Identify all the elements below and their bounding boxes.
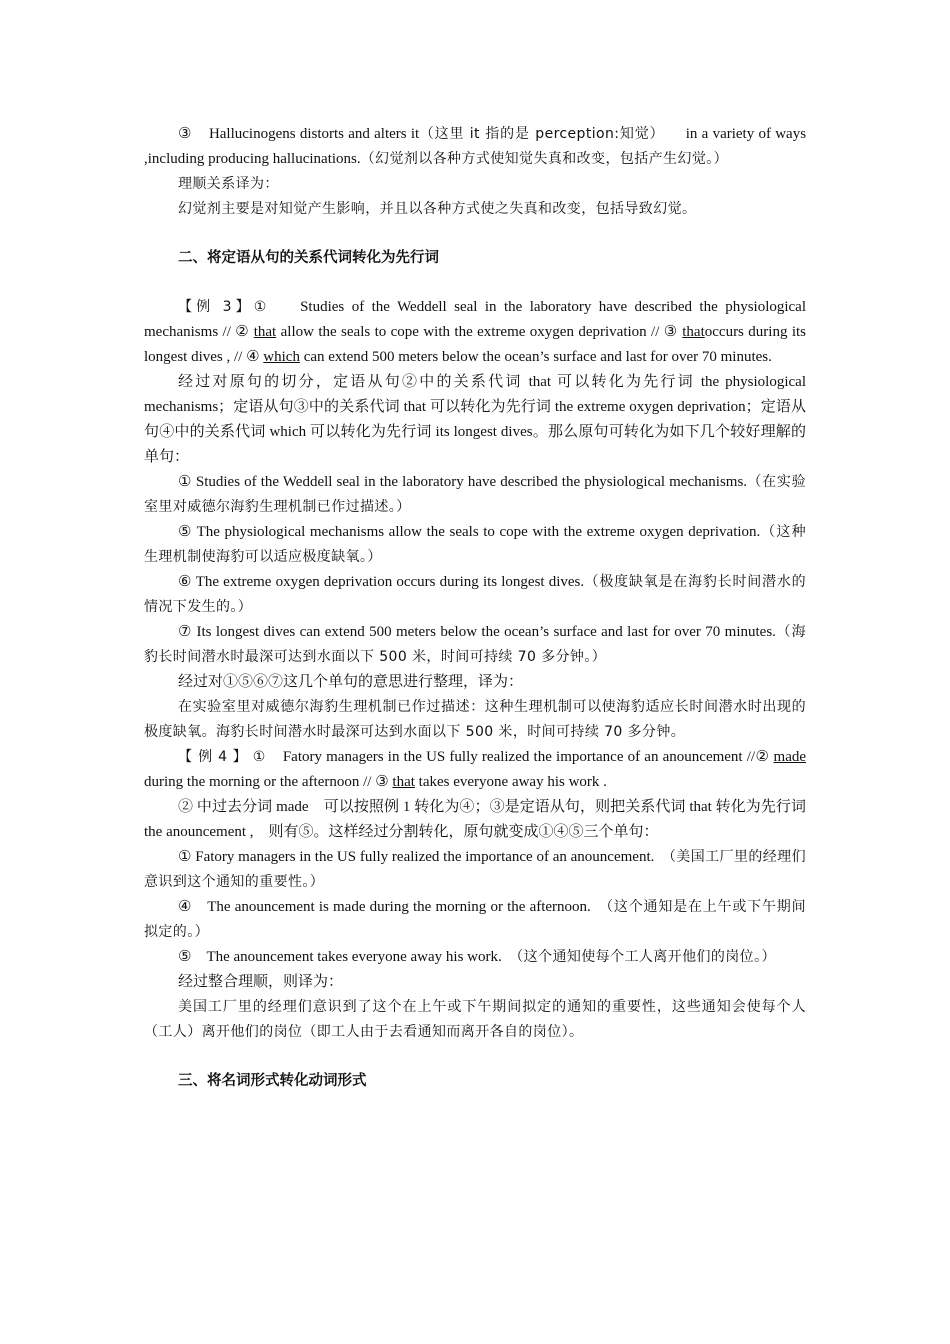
sentence-part: occurs during its longest dives , // ④ xyxy=(144,324,807,365)
chinese-translation: （这种生理机制使海豹可以适应极度缺氧。） xyxy=(144,524,806,565)
example-3-summary: 经过对①⑤⑥⑦这几个单句的意思进行整理，译为： xyxy=(178,674,524,690)
english-sentence: ⑥ The extreme oxygen deprivation occurs during its longest dives. xyxy=(178,574,585,590)
chinese-translation: （这个通知使每个工人离开他们的岗位。） xyxy=(509,949,776,965)
english-sentence: ① Studies of the Weddell seal in the laboratory have described the physiological mechanisms. xyxy=(178,474,748,490)
english-sentence: Hallucinogens distorts and alters it xyxy=(208,126,420,142)
example-3-sentence xyxy=(144,295,806,370)
section-heading-3: 三、将名词形式转化动词形式 xyxy=(178,1073,367,1089)
chinese-translation: （这个通知是在上午或下午期间拟定的。） xyxy=(144,899,806,940)
section-heading-2: 二、将定语从句的关系代词转化为先行词 xyxy=(178,250,439,266)
example-4-summary: 经过整合理顺，则译为： xyxy=(178,974,344,990)
simple-sentence-5 xyxy=(144,945,806,970)
sentence-part: Fatory managers in the US fully realized the importance of an anouncement //② xyxy=(282,749,770,765)
paragraph-label: 理顺关系译为： xyxy=(178,176,279,192)
underlined-participle: made xyxy=(773,749,807,765)
english-sentence: ⑤ The anouncement takes everyone away his work. xyxy=(178,949,502,965)
underlined-relative-pronoun: that xyxy=(392,774,415,790)
underlined-relative-pronoun: that xyxy=(682,324,705,340)
sentence-part: allow the seals to cope with the extreme oxygen deprivation // ③ xyxy=(280,324,678,340)
paragraph-translation: 幻觉剂主要是对知觉产生影响，并且以各种方式使之失真和改变，包括导致幻觉。 xyxy=(178,201,697,217)
english-sentence: ⑦ Its longest dives can extend 500 meters below the ocean’s surface and last for over 70 minutes. xyxy=(178,624,776,640)
sentence-part: during the morning or the afternoon // ③ xyxy=(144,774,389,790)
simple-sentence-7 xyxy=(144,620,806,670)
chinese-translation: （美国工厂里的经理们意识到这个通知的重要性。） xyxy=(144,849,806,890)
example-tag: 【 例 4 】 ① xyxy=(178,749,267,765)
example-4-sentence xyxy=(144,745,806,795)
chinese-translation: （幻觉剂以各种方式使知觉失真和改变，包括产生幻觉。） xyxy=(360,151,729,167)
chinese-translation: （极度缺氧是在海豹长时间潜水的情况下发生的。） xyxy=(144,574,807,615)
simple-sentence-1 xyxy=(144,470,806,520)
sentence-part: Studies of the Weddell seal in the laboratory have described the physiological mechanisms // ② xyxy=(144,299,807,340)
english-sentence: in a variety of ways ,including producing hallucinations. xyxy=(144,126,807,167)
underlined-relative-pronoun: which xyxy=(263,349,300,365)
document-page xyxy=(144,122,806,1094)
simple-sentence-1 xyxy=(144,845,806,895)
chinese-translation: （在实验室里对威德尔海豹生理机制已作过描述。） xyxy=(144,474,806,515)
english-sentence: ⑤ The physiological mechanisms allow the seals to cope with the extreme oxygen deprivation. xyxy=(178,524,761,540)
example-tag: 【例 3】① xyxy=(178,299,271,315)
simple-sentence-5 xyxy=(144,520,806,570)
sentence-part: takes everyone away his work . xyxy=(418,774,607,790)
simple-sentence-4 xyxy=(144,895,806,945)
example-3-translation: 在实验室里对威德尔海豹生理机制已作过描述：这种生理机制可以使海豹适应长时间潜水时出现的极度缺氧。海豹长时间潜水时最深可达到水面以下 500 米，时间可持续 70 多分钟。 xyxy=(144,699,806,740)
underlined-relative-pronoun: that xyxy=(253,324,277,340)
chinese-translation: （海豹长时间潜水时最深可达到水面以下 500 米，时间可持续 70 多分钟。） xyxy=(144,624,806,665)
chinese-note: （这里 it 指的是 perception:知觉） xyxy=(419,126,665,142)
example-3-analysis: 经过对原句的切分，定语从句②中的关系代词 that 可以转化为先行词 the physiological mechanisms；定语从句③中的关系代词 that 可以转化为先行词 the extreme oxygen deprivation；定语从句④中的关系代词 which 可以转化为先行词 its longest dives。那么原句可转化为如下几个较好理解的单句： xyxy=(144,374,806,465)
english-sentence: ④ The anouncement is made during the morning or the afternoon. xyxy=(178,899,591,915)
example-4-analysis: ② 中过去分词 made 可以按照例 1 转化为④；③是定语从句，则把关系代词 that 转化为先行词 the anouncement , 则有⑤。这样经过分割转化，原句就变成①④⑤三个单句： xyxy=(144,799,806,840)
example-4-translation: 美国工厂里的经理们意识到了这个在上午或下午期间拟定的通知的重要性，这些通知会使每个人（工人）离开他们的岗位（即工人由于去看通知而离开各自的岗位）。 xyxy=(144,999,806,1040)
simple-sentence-6 xyxy=(144,570,806,620)
english-sentence: ① Fatory managers in the US fully realized the importance of an anouncement. xyxy=(178,849,655,865)
sentence-part: can extend 500 meters below the ocean’s surface and last for over 70 minutes. xyxy=(303,349,772,365)
paragraph-example-3-continued xyxy=(144,122,806,172)
circled-number: ③ xyxy=(178,126,192,142)
